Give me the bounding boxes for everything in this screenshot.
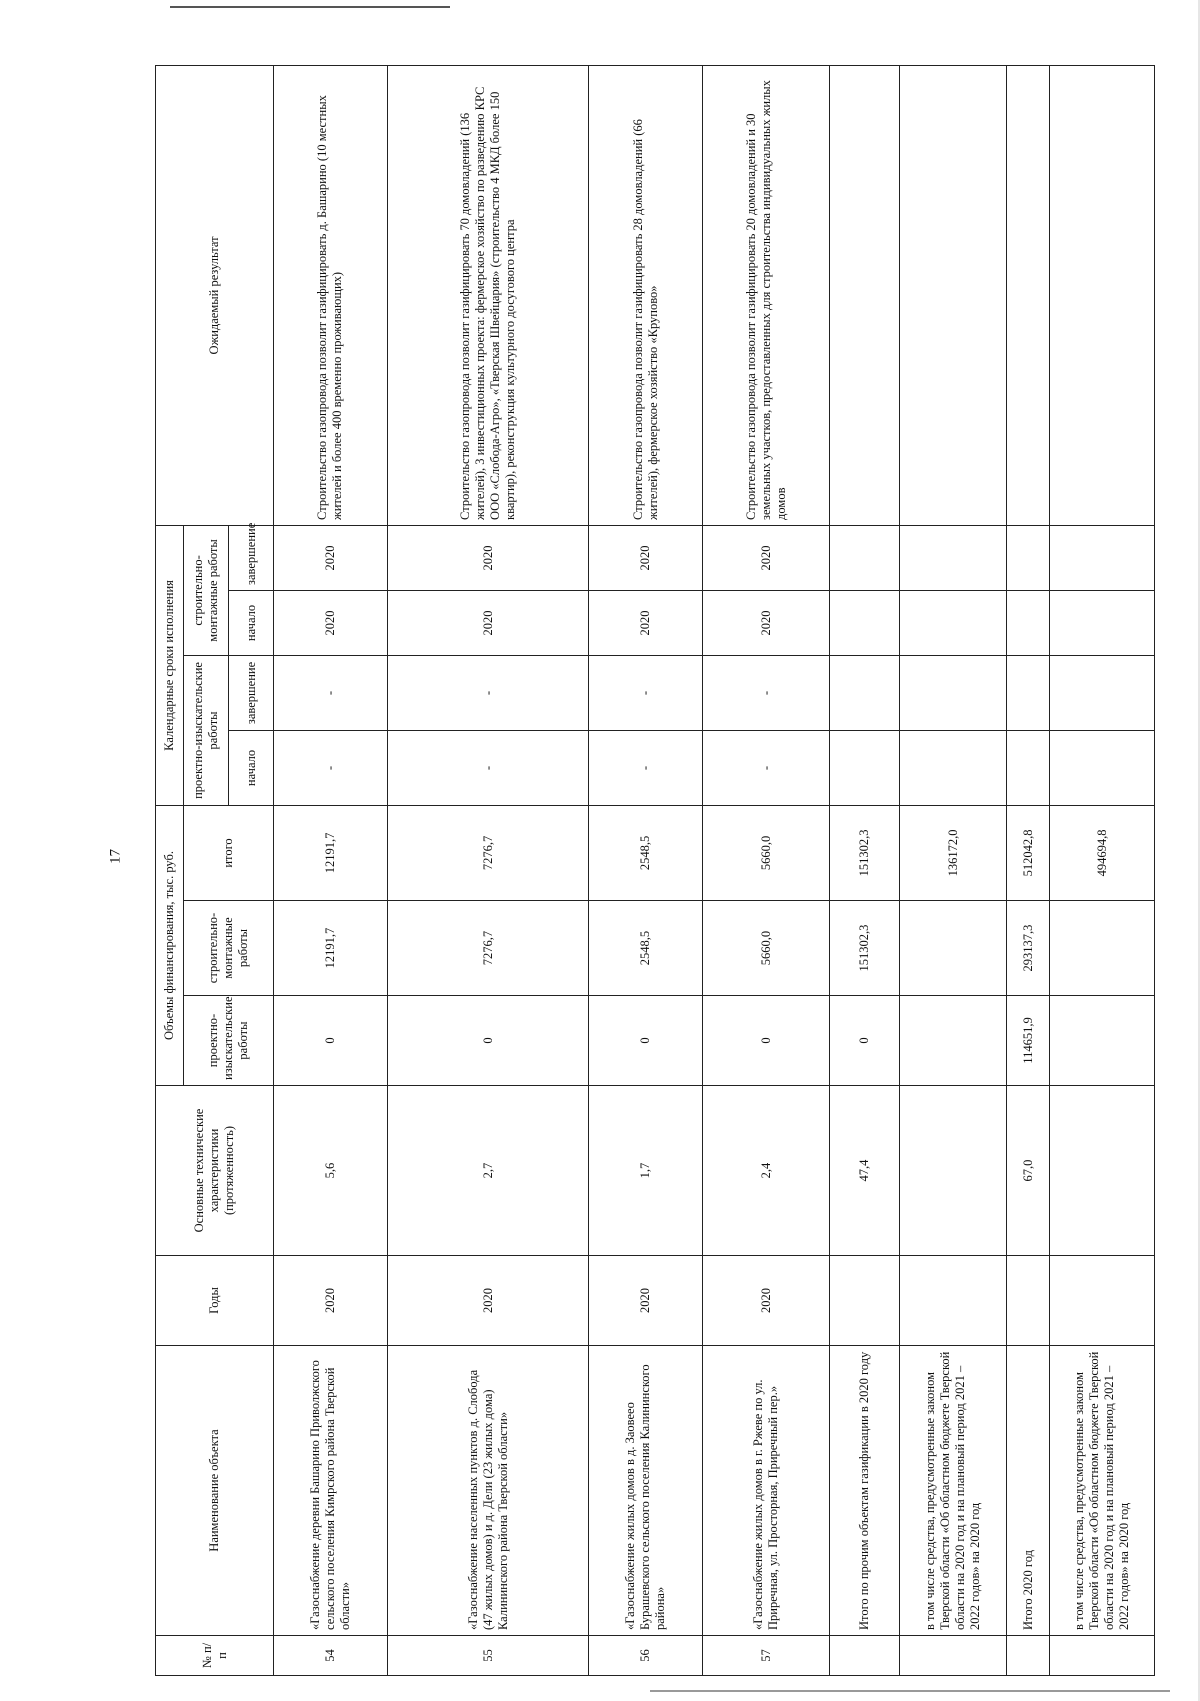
row-pir-start: -: [589, 730, 703, 805]
summary-empty-cell: [1007, 655, 1050, 730]
row-smr-end: 2020: [589, 525, 703, 590]
summary-smr: 293137,3: [1007, 901, 1050, 996]
summary-empty-cell: [900, 730, 1007, 805]
row-smr-start: 2020: [703, 590, 830, 655]
header-name: Наименование объекта: [156, 1346, 274, 1636]
summary-empty-cell: [1007, 730, 1050, 805]
row-total: 5660,0: [703, 805, 830, 900]
summary-num-empty: [830, 1636, 900, 1676]
table-row: [589, 65, 703, 1675]
row-tech: 1,7: [589, 1086, 703, 1256]
summary-empty-cell: [1050, 590, 1155, 655]
summary-label: Итого по прочим объектам газификации в 2020 году: [830, 1346, 900, 1636]
header-pir-end: завершение: [229, 655, 274, 730]
summary-empty-cell: [900, 655, 1007, 730]
row-smr-end: 2020: [703, 525, 830, 590]
summary-row: [1007, 65, 1050, 1675]
header-result: Ожидаемый результат: [156, 65, 274, 525]
row-smr-end: 2020: [387, 525, 588, 590]
header-calendar-group: Календарные сроки исполнения: [156, 525, 184, 805]
header-years: Годы: [156, 1256, 274, 1346]
summary-tech: [1050, 1086, 1155, 1256]
summary-smr: [1050, 901, 1155, 996]
row-tech: 2,4: [703, 1086, 830, 1256]
summary-pir: 114651,9: [1007, 996, 1050, 1086]
summary-total: 512042,8: [1007, 805, 1050, 900]
row-smr-start: 2020: [274, 590, 388, 655]
row-smr: 12191,7: [274, 901, 388, 996]
summary-row: [900, 65, 1007, 1675]
row-pir: 0: [703, 996, 830, 1086]
row-smr: 2548,5: [589, 901, 703, 996]
header-smr-end: завершение: [229, 525, 274, 590]
row-smr: 7276,7: [387, 901, 588, 996]
row-tech: 2,7: [387, 1086, 588, 1256]
header-funding-group: Объемы финансирования, тыс. руб.: [156, 805, 184, 1085]
summary-pir: 0: [830, 996, 900, 1086]
row-result: Строительство газопровода позволит газифицировать 70 домовладений (136 жителей), 3 инвестиционных проекта: фермерское хозяйство по разведению КРС ООО «Слобода-Агро», «Тверская Швейцария» (строительство 4 МКД более 150 квартир), реконструкция культурного досугового центра: [387, 65, 588, 525]
row-pir-end: -: [387, 655, 588, 730]
row-num: 55: [387, 1636, 588, 1676]
table-row: [274, 65, 388, 1675]
summary-row: [1050, 65, 1155, 1675]
summary-empty-cell: [1050, 65, 1155, 525]
row-total: 2548,5: [589, 805, 703, 900]
summary-label: Итого 2020 год: [1007, 1346, 1050, 1636]
row-smr-start: 2020: [387, 590, 588, 655]
summary-empty-cell: [1007, 590, 1050, 655]
summary-pir: [900, 996, 1007, 1086]
summary-num-empty: [1050, 1636, 1155, 1676]
row-result: Строительство газопровода позволит газифицировать 20 домовладений и 30 земельных участков, предоставленных для строительства индивидуальных жилых домов: [703, 65, 830, 525]
row-year: 2020: [387, 1256, 588, 1346]
summary-year-empty: [1050, 1256, 1155, 1346]
summary-num-empty: [900, 1636, 1007, 1676]
row-pir-start: -: [703, 730, 830, 805]
row-num: 54: [274, 1636, 388, 1676]
summary-tech: 67,0: [1007, 1086, 1050, 1256]
row-total: 12191,7: [274, 805, 388, 900]
row-total: 7276,7: [387, 805, 588, 900]
row-pir-end: -: [274, 655, 388, 730]
summary-empty-cell: [830, 590, 900, 655]
header-funding-smr: строительно-монтажные работы: [184, 901, 274, 996]
summary-empty-cell: [1050, 730, 1155, 805]
header-funding-total: итого: [184, 805, 274, 900]
summary-empty-cell: [830, 730, 900, 805]
summary-smr: 151302,3: [830, 901, 900, 996]
row-result: Строительство газопровода позволит газифицировать д. Башарино (10 местных жителей и более 400 временно проживающих): [274, 65, 388, 525]
header-tech: Основные технические характеристики (протяженность): [156, 1086, 274, 1256]
row-pir: 0: [387, 996, 588, 1086]
row-pir: 0: [274, 996, 388, 1086]
row-name: «Газоснабжение деревни Башарино Приволжского сельского поселения Кимрского района Тверской области»: [274, 1346, 388, 1636]
summary-total: 151302,3: [830, 805, 900, 900]
summary-label: в том числе средства, предусмотренные законом Тверской области «Об областном бюджете Тверской области на 2020 год и на плановый период 2021 – 2022 годов» на 2020 год: [1050, 1346, 1155, 1636]
row-pir-end: -: [703, 655, 830, 730]
summary-pir: [1050, 996, 1155, 1086]
summary-empty-cell: [1007, 525, 1050, 590]
page-number: 17: [107, 849, 124, 864]
summary-year-empty: [900, 1256, 1007, 1346]
summary-num-empty: [1007, 1636, 1050, 1676]
header-cal-smr: строительно-монтажные работы: [184, 525, 229, 655]
gasification-table: [155, 65, 1155, 1676]
row-smr-end: 2020: [274, 525, 388, 590]
row-pir: 0: [589, 996, 703, 1086]
row-name: «Газоснабжение жилых домов в г. Ржеве по ул. Приречная, ул. Просторная, Приречный пер.»: [703, 1346, 830, 1636]
summary-label: в том числе средства, предусмотренные законом Тверской области «Об областном бюджете Тверской области на 2020 год и на плановый период 2021 – 2022 годов» на 2020 год: [900, 1346, 1007, 1636]
summary-empty-cell: [830, 525, 900, 590]
summary-tech: [900, 1086, 1007, 1256]
summary-total: 136172,0: [900, 805, 1007, 900]
row-year: 2020: [703, 1256, 830, 1346]
table-row: [703, 65, 830, 1675]
summary-year-empty: [830, 1256, 900, 1346]
rotated-table-container: [155, 66, 1155, 1676]
scan-bottom-line: [650, 1690, 1170, 1692]
summary-empty-cell: [830, 655, 900, 730]
row-pir-end: -: [589, 655, 703, 730]
row-smr-start: 2020: [589, 590, 703, 655]
row-tech: 5,6: [274, 1086, 388, 1256]
row-pir-start: -: [274, 730, 388, 805]
summary-empty-cell: [830, 65, 900, 525]
row-num: 57: [703, 1636, 830, 1676]
header-funding-pir: проектно-изыскательские работы: [184, 996, 274, 1086]
row-pir-start: -: [387, 730, 588, 805]
row-year: 2020: [274, 1256, 388, 1346]
summary-empty-cell: [900, 525, 1007, 590]
header-pir-start: начало: [229, 730, 274, 805]
summary-row: [830, 65, 900, 1675]
row-result: Строительство газопровода позволит газифицировать 28 домовладений (66 жителей), фермерское хозяйство «Крупово»: [589, 65, 703, 525]
summary-empty-cell: [1050, 525, 1155, 590]
row-name: «Газоснабжение жилых домов в д. Заовеео Бурашевского сельского поселения Калининского района»: [589, 1346, 703, 1636]
row-year: 2020: [589, 1256, 703, 1346]
summary-smr: [900, 901, 1007, 996]
summary-empty-cell: [1050, 655, 1155, 730]
header-num: № п/п: [156, 1636, 274, 1676]
row-num: 56: [589, 1636, 703, 1676]
scan-edge-line: [170, 6, 450, 8]
row-smr: 5660,0: [703, 901, 830, 996]
table-row: [387, 65, 588, 1675]
summary-year-empty: [1007, 1256, 1050, 1346]
summary-total: 494694,8: [1050, 805, 1155, 900]
header-smr-start: начало: [229, 590, 274, 655]
summary-empty-cell: [1007, 65, 1050, 525]
summary-empty-cell: [900, 65, 1007, 525]
row-name: «Газоснабжение населенных пунктов д. Слобода (47 жилых домов) и д. Дели (23 жилых дома) Калининского района Тверской области»: [387, 1346, 588, 1636]
summary-tech: 47,4: [830, 1086, 900, 1256]
summary-empty-cell: [900, 590, 1007, 655]
header-cal-pir: проектно-изыскательские работы: [184, 655, 229, 805]
